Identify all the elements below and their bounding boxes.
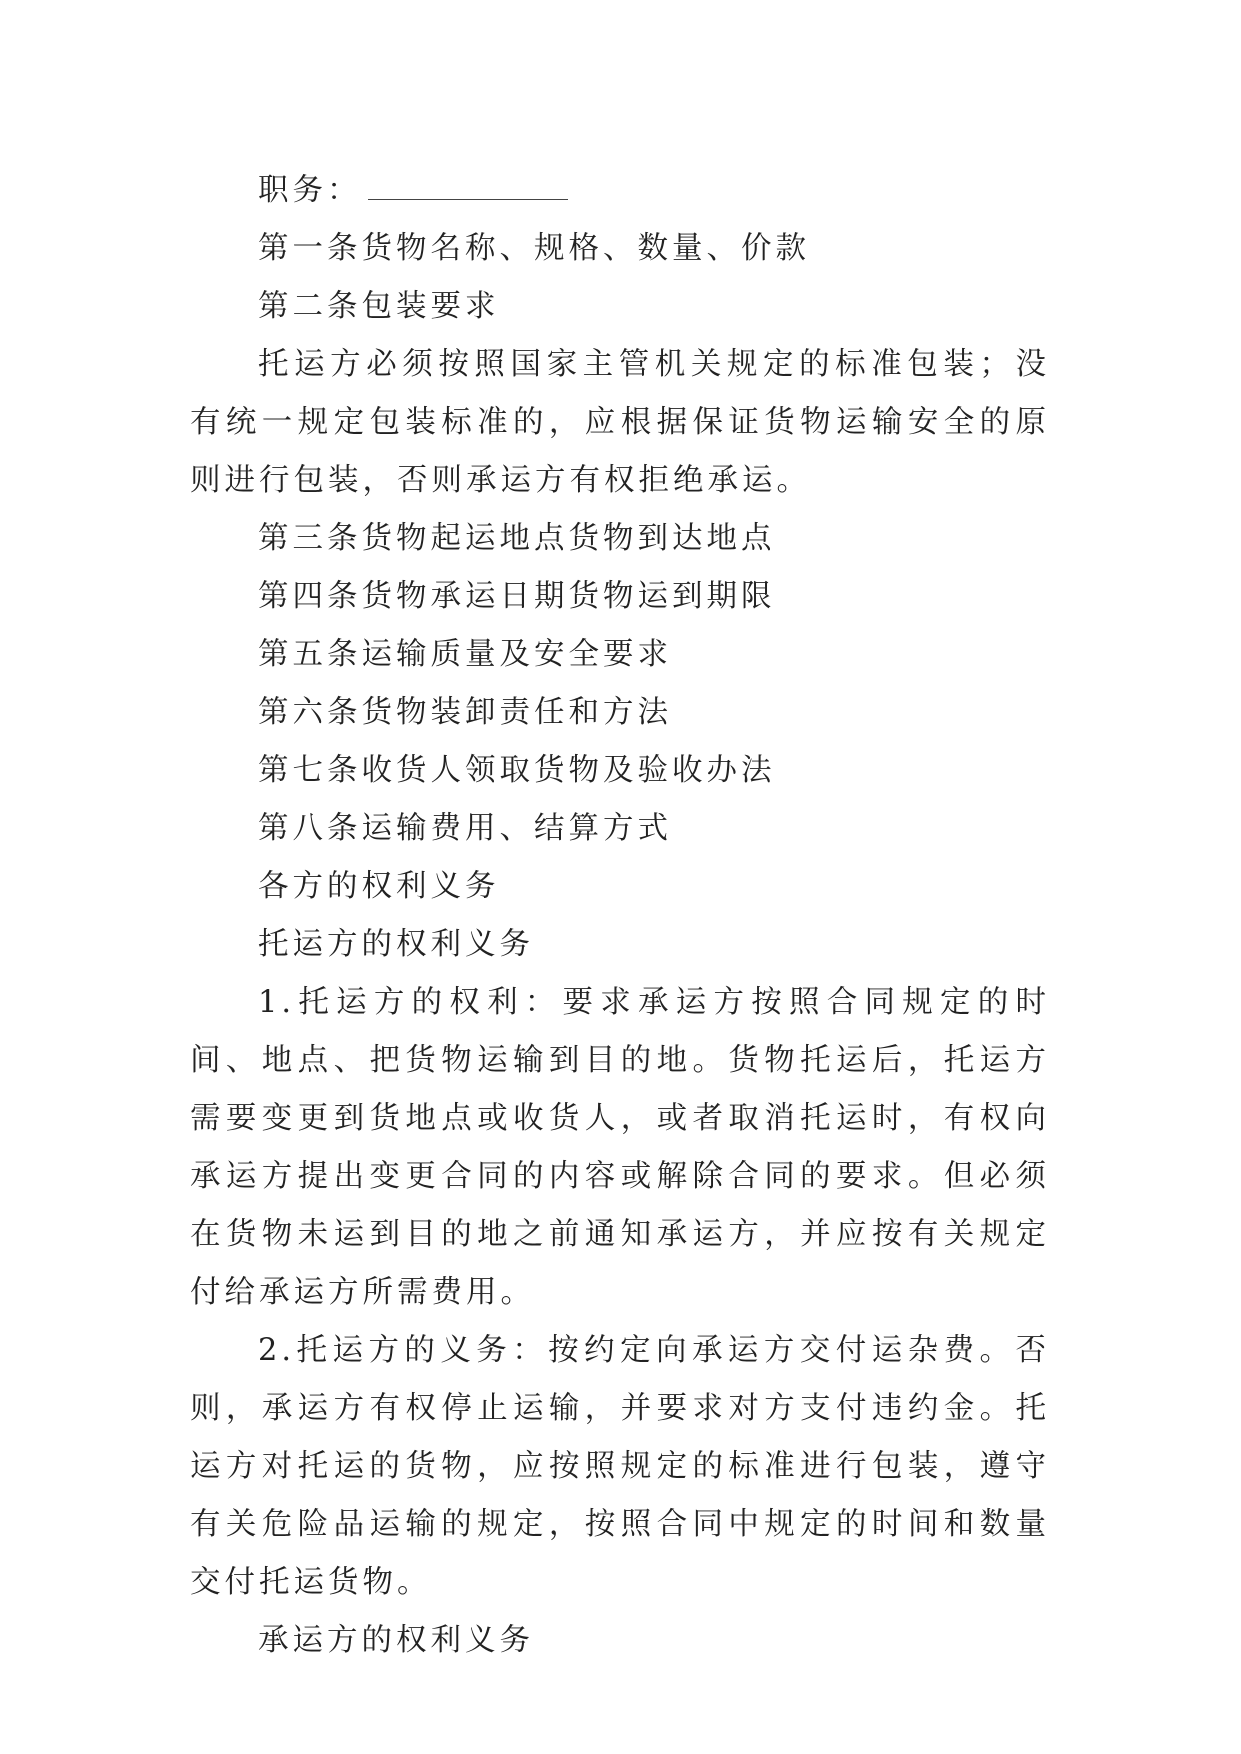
clause-6-title: 第六条货物装卸责任和方法 <box>258 695 672 730</box>
clause-8-title: 第八条运输费用、结算方式 <box>258 811 672 846</box>
clause-4-title: 第四条货物承运日期货物运到期限 <box>258 579 776 614</box>
shipper-rights-paragraph: 1.托运方的权利：要求承运方按照合同规定的时间、地点、把货物运输到目的地。货物托运后，托运方需要变更到货地点或收货人，或者取消托运时，有权向承运方提出变更合同的内容或解除合同的要求。但必须在货物未运到目的地之前通知承运方，并应按有关规定付给承运方所需费用。 <box>190 985 1050 1310</box>
document-body <box>190 162 1050 1670</box>
shipper-rights-obligations-heading: 托运方的权利义务 <box>258 927 534 962</box>
clause-2-body: 托运方必须按照国家主管机关规定的标准包装；没有统一规定包装标准的，应根据保证货物运输安全的原则进行包装，否则承运方有权拒绝承运。 <box>190 347 1050 498</box>
carrier-rights-obligations-heading: 承运方的权利义务 <box>258 1623 534 1658</box>
clause-1-title: 第一条货物名称、规格、数量、价款 <box>258 231 810 266</box>
rights-obligations-heading: 各方的权利义务 <box>258 869 500 904</box>
position-blank-field <box>368 165 568 200</box>
clause-5-title: 第五条运输质量及安全要求 <box>258 637 672 672</box>
shipper-obligations-paragraph: 2.托运方的义务：按约定向承运方交付运杂费。否则，承运方有权停止运输，并要求对方支付违约金。托运方对托运的货物，应按照规定的标准进行包装，遵守有关危险品运输的规定，按照合同中规定的时间和数量交付托运货物。 <box>190 1333 1050 1600</box>
clause-7-title: 第七条收货人领取货物及验收办法 <box>258 753 776 788</box>
position-line <box>190 162 1050 220</box>
clause-2-title: 第二条包装要求 <box>258 289 500 324</box>
clause-3-title: 第三条货物起运地点货物到达地点 <box>258 521 776 556</box>
position-label: 职务： <box>258 173 362 208</box>
